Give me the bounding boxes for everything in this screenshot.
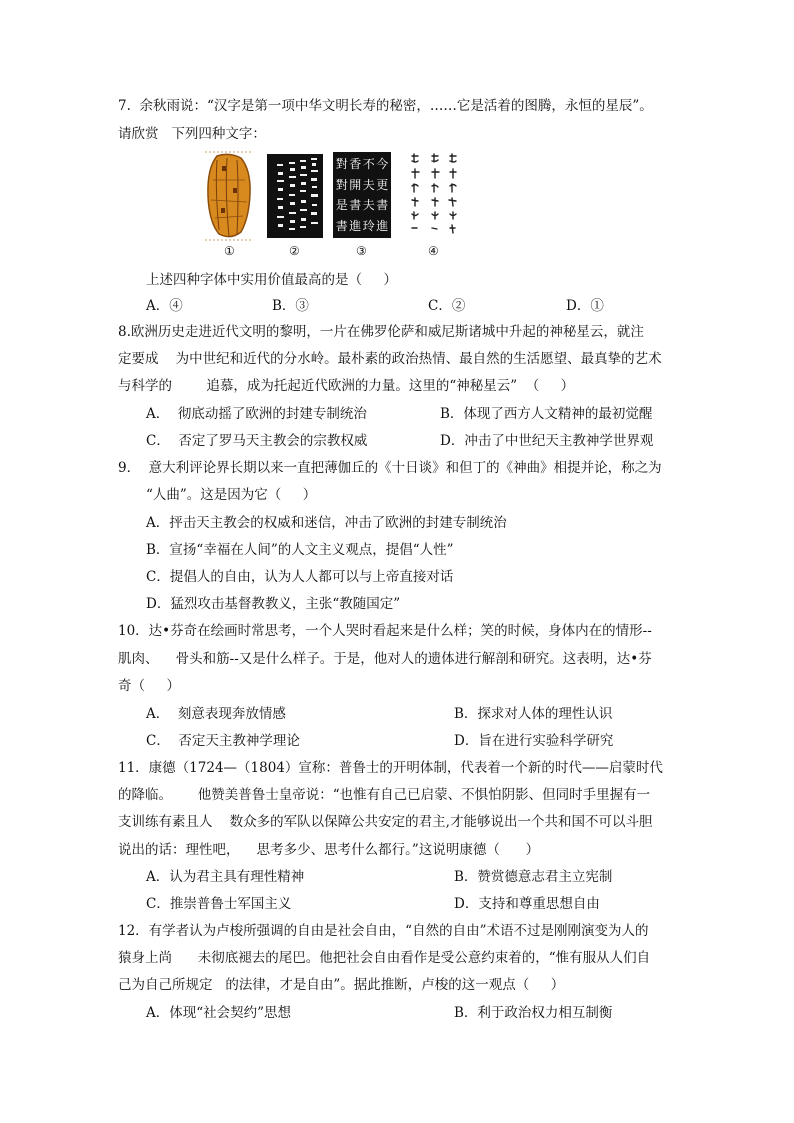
figure-label-3: ③ xyxy=(356,244,367,258)
q11-option-b: B．赞赏德意志君主立宪制 xyxy=(454,869,613,885)
script-char: 開 xyxy=(349,177,362,192)
q9-line2: “人曲”。这是因为它（ ） xyxy=(146,487,317,503)
script-char: 書 xyxy=(335,218,348,233)
q7-line2: 请欣赏 下列四种文字： xyxy=(118,126,266,142)
q9-option-b: B．宣扬“幸福在人间”的人文主义观点，提倡“人性” xyxy=(146,542,454,558)
q10-line1: 10．达•芬奇在绘画时常思考，一个人哭时看起来是什么样；笑的时候，身体内在的情形-- xyxy=(118,623,652,639)
oracle-bone-image xyxy=(203,150,255,242)
q11-line3: 支训练有素且人 数众多的军队以保障公共安定的君主,才能够说出一个共和国不可以斗胆 xyxy=(118,814,653,830)
q9-option-d: D．猛烈攻击基督教教义，主张“教随国定” xyxy=(146,596,401,612)
rubbing-script-image xyxy=(267,154,323,238)
figure-label-4: ④ xyxy=(428,244,439,258)
q7-option-d: D．① xyxy=(566,298,604,314)
q8-option-a: A． 彻底动摇了欧洲的封建专制统治 xyxy=(146,406,367,422)
q10-line3: 奇（ ） xyxy=(118,678,180,694)
script-char: 今 xyxy=(376,157,389,171)
script-char: 進 xyxy=(376,218,389,233)
q7-line1: 7. 余秋雨说：“汉字是第一项中华文明长寿的秘密，……它是活着的图腾，永恒的星辰”。 xyxy=(118,98,653,114)
figure-label-2: ② xyxy=(289,244,300,258)
q11-option-d: D．支持和尊重思想自由 xyxy=(454,896,600,912)
q8-option-c: C． 否定了罗马天主教会的宗教权威 xyxy=(146,433,368,449)
q8-option-d: D．冲击了中世纪天主教神学世界观 xyxy=(440,433,654,449)
q7-option-a: A．④ xyxy=(146,298,183,314)
script-char: 玲 xyxy=(362,218,375,233)
q11-line4: 说出的话：理性吧， 思考多少、思考什么都行。”这说明康德（ ） xyxy=(118,842,540,858)
script-char: 對 xyxy=(335,177,348,192)
q12-line2: 猿身上尚 未彻底褪去的尾巴。他把社会自由看作是受公意约束着的，“惟有服从人们自 xyxy=(118,950,651,966)
q8-line1: 8.欧洲历史走进近代文明的黎明，一片在佛罗伦萨和威尼斯诸城中升起的神秘星云，就注 xyxy=(118,324,644,340)
script-char: 對 xyxy=(335,157,348,171)
q11-option-a: A．认为君主具有理性精神 xyxy=(146,869,305,885)
q12-line1: 12．有学者认为卢梭所强调的自由是社会自由，“自然的自由”术语不过是刚刚演变为人的 xyxy=(118,923,649,939)
q10-option-c: C． 否定天主教神学理论 xyxy=(146,733,300,749)
q9-option-a: A．抨击天主教会的权威和迷信，冲击了欧洲的封建专制统治 xyxy=(146,515,507,531)
script-char: 書 xyxy=(376,198,389,212)
q10-option-a: A． 刻意表现奔放情感 xyxy=(146,706,286,722)
q8-line2: 定要成 为中世纪和近代的分水岭。最朴素的政治热情、最自然的生活愿望、最真挚的艺术 xyxy=(118,351,662,367)
script-char: 進 xyxy=(349,218,362,233)
q10-option-b: B．探求对人体的理性认识 xyxy=(454,706,613,722)
q10-line2: 肌肉、 骨头和筋--又是什么样子。于是，他对人的遗体进行解剖和研究。这表明，达•芬 xyxy=(118,651,652,667)
running-script-image xyxy=(404,152,462,240)
script-char: 夫 xyxy=(362,177,375,192)
q8-line3: 与科学的 追慕，成为托起近代欧洲的力量。这里的“神秘星云” （ ） xyxy=(118,378,575,394)
clerical-script-image xyxy=(333,152,391,238)
q8-option-b: B．体现了西方人文精神的最初觉醒 xyxy=(440,406,653,422)
q7-stem: 上述四种字体中实用价值最高的是（ ） xyxy=(146,272,397,288)
q11-line1: 11．康德（1724—（1804）宣称：普鲁士的开明体制，代表着一个新的时代——启蒙时代 xyxy=(118,760,663,776)
q12-line3: 己为自己所规定 的法律，才是自由”。据此推断，卢梭的这一观点（ ） xyxy=(118,977,565,993)
q7-option-b: B．③ xyxy=(272,298,309,314)
script-char: 更 xyxy=(376,177,389,192)
script-char: 書 xyxy=(349,198,362,212)
q10-option-d: D．旨在进行实验科学研究 xyxy=(454,733,614,749)
figure-label-1: ① xyxy=(224,244,235,258)
script-char: 香 xyxy=(349,157,362,171)
q11-option-c: C．推崇普鲁士军国主义 xyxy=(146,896,292,912)
q12-option-b: B．利于政治权力相互制衡 xyxy=(454,1005,613,1021)
script-char: 不 xyxy=(362,157,375,171)
q9-option-c: C．提倡人的自由，认为人人都可以与上帝直接对话 xyxy=(146,569,454,585)
script-char: 夫 xyxy=(362,198,375,212)
q9-line1: 9． 意大利评论界长期以来一直把薄伽丘的《十日谈》和但丁的《神曲》相提并论，称之为 xyxy=(118,460,662,476)
q11-line2: 的降临。 他赞美普鲁士皇帝说：“也惟有自己已启蒙、不惧怕阴影、但同时手里握有一 xyxy=(118,787,651,803)
q12-option-a: A．体现“社会契约”思想 xyxy=(146,1005,292,1021)
script-char: 是 xyxy=(335,198,348,212)
q7-option-c: C．② xyxy=(428,298,466,314)
